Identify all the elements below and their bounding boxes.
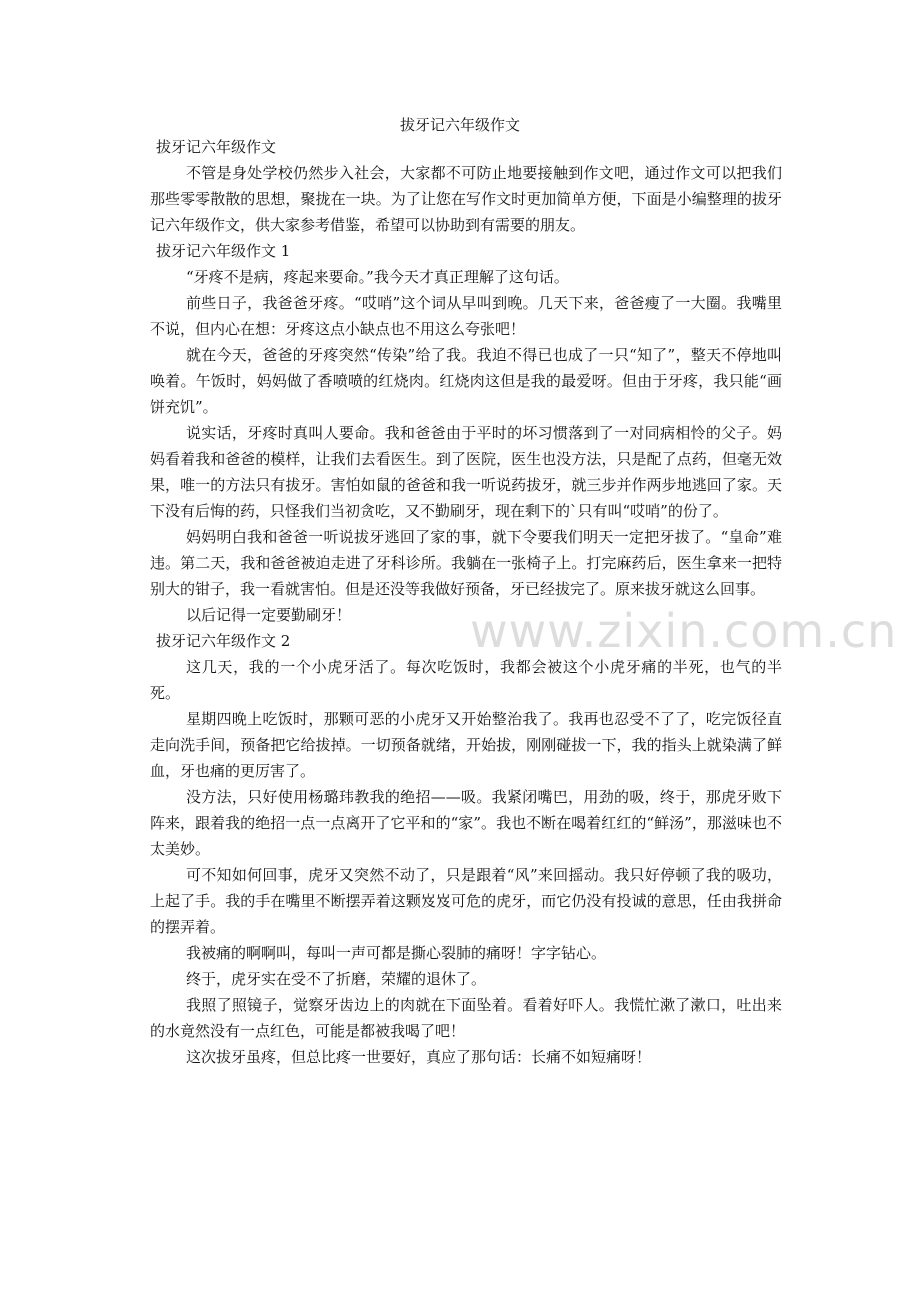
essay1-heading: 拔牙记六年级作文 1 <box>156 242 291 260</box>
essay2-paragraph: 这次拔牙虽疼，但总比疼一世要好，真应了那句话：长痛不如短痛呀！ <box>186 1048 652 1066</box>
essay1-paragraph: 以后记得一定要勤刷牙！ <box>186 606 352 624</box>
essay1-paragraph: 说实话，牙疼时真叫人要命。我和爸爸由于平时的坏习惯落到了一对同病相怜的父子。妈妈看着我和爸爸的模样，让我们去看医生。到了医院，医生也没方法，只是配了点药，但毫无效果，唯一的方法只有拔牙。害怕如鼠的爸爸和我一听说药拔牙，就三步并作两步地逃回了家。天下没有后悔的药，只怪我们当初贪吃，又不勤刷牙，现在剩下的`只有叫“哎哨”的份了。 <box>150 424 782 520</box>
essay1-paragraph: “牙疼不是病，疼起来要命。”我今天才真正理解了这句话。 <box>186 268 569 286</box>
essay2-paragraph: 终于，虎牙实在受不了折磨，荣耀的退休了。 <box>186 970 487 988</box>
essay2-paragraph: 星期四晚上吃饭时，那颗可恶的小虎牙又开始整治我了。我再也忍受不了了，吃完饭径直走向洗手间，预备把它给拔掉。一切预备就绪，开始拔，刚刚碰拔一下，我的指头上就染满了鲜血，牙也痛的更厉害了。 <box>150 710 782 780</box>
essay2-paragraph: 我被痛的啊啊叫，每叫一声可都是撕心裂肺的痛呀！字字钻心。 <box>186 944 607 962</box>
essay1-paragraph: 就在今天，爸爸的牙疼突然“传染”给了我。我迫不得已也成了一只“知了”，整天不停地叫唤着。午饭时，妈妈做了香喷喷的红烧肉。红烧肉这但是我的最爱呀。但由于牙疼，我只能“画饼充饥”。 <box>150 346 782 416</box>
essay2-paragraph: 没方法，只好使用杨璐玮教我的绝招——吸。我紧闭嘴巴，用劲的吸，终于，那虎牙败下阵来，跟着我的绝招一点一点离开了它平和的“家”。我也不断在喝着红红的“鲜汤”，那滋味也不太美妙。 <box>150 788 782 858</box>
intro-heading: 拔牙记六年级作文 <box>156 138 277 156</box>
essay1-paragraph: 妈妈明白我和爸爸一听说拔牙逃回了家的事，就下令要我们明天一定把牙拔了。“皇命”难违。第二天，我和爸爸被迫走进了牙科诊所。我躺在一张椅子上。打完麻药后，医生拿来一把特别大的钳子，我一看就害怕。但是还没等我做好预备，牙已经拔完了。原来拔牙就这么回事。 <box>150 528 782 598</box>
document-title: 拔牙记六年级作文 <box>399 116 520 134</box>
intro-paragraph: 不管是身处学校仍然步入社会，大家都不可防止地要接触到作文吧，通过作文可以把我们那些零零散散的思想，聚拢在一块。为了让您在写作文时更加简单方便，下面是小编整理的拔牙记六年级作文，供大家参考借鉴，希望可以协助到有需要的朋友。 <box>150 164 782 234</box>
document-body <box>150 134 782 1070</box>
essay2-paragraph: 这几天，我的一个小虎牙活了。每次吃饭时，我都会被这个小虎牙痛的半死，也气的半死。 <box>150 658 782 702</box>
essay2-paragraph: 我照了照镜子，觉察牙齿边上的肉就在下面坠着。看着好吓人。我慌忙漱了漱口，吐出来的水竟然没有一点红色，可能是都被我喝了吧！ <box>150 996 782 1040</box>
essay2-heading: 拔牙记六年级作文 2 <box>156 632 291 650</box>
essay1-paragraph: 前些日子，我爸爸牙疼。“哎哨”这个词从早叫到晚。几天下来，爸爸瘦了一大圈。我嘴里不说，但内心在想：牙疼这点小缺点也不用这么夸张吧！ <box>150 294 782 338</box>
essay2-paragraph: 可不知如何回事，虎牙又突然不动了，只是跟着“风”来回摇动。我只好停顿了我的吸功，上起了手。我的手在嘴里不断摆弄着这颗岌岌可危的虎牙，而它仍没有投诚的意思，任由我拼命的摆弄着。 <box>150 866 782 936</box>
watermark: www.zixin.com.cn <box>470 604 898 658</box>
